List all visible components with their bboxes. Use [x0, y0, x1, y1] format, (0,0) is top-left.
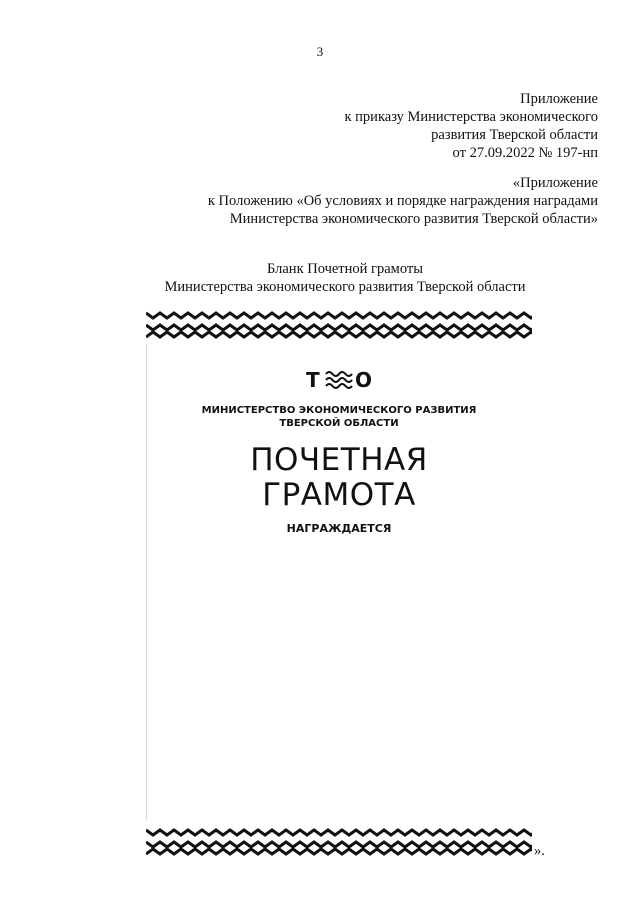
ministry-name-line: МИНИСТЕРСТВО ЭКОНОМИЧЕСКОГО РАЗВИТИЯ	[201, 405, 477, 416]
ministry-name-line: ТВЕРСКОЙ ОБЛАСТИ	[279, 418, 399, 429]
appendix-order-line: Приложение	[520, 91, 598, 107]
blank-title-line: Министерства экономического развития Тверской области	[164, 279, 526, 295]
certificate-title-line: ГРАМОТА	[262, 477, 416, 513]
closing-quote-mark: ».	[534, 843, 545, 859]
blank-title-line: Бланк Почетной грамоты	[267, 261, 423, 277]
certificate-title	[146, 443, 532, 513]
logo-letter-t: Т	[306, 368, 320, 392]
logo-letter-o: О	[354, 368, 372, 392]
appendix-regulation-line: «Приложение	[512, 175, 598, 191]
zigzag-border-top	[146, 307, 532, 343]
appendix-order-line: к приказу Министерства экономического	[344, 109, 598, 125]
appendix-regulation-line: к Положению «Об условиях и порядке награждения наградами	[207, 193, 598, 209]
ministry-logo	[306, 367, 372, 393]
certificate-title-line: ПОЧЕТНАЯ	[250, 442, 428, 478]
appendix-regulation-block	[208, 174, 598, 228]
zigzag-border-bottom	[146, 824, 532, 860]
ministry-name	[146, 404, 532, 430]
blank-title	[0, 260, 640, 296]
appendix-regulation-line: Министерства экономического развития Тверской области»	[229, 211, 598, 227]
awarded-label: НАГРАЖДАЕТСЯ	[286, 522, 392, 535]
appendix-order-line: развития Тверской области	[431, 127, 598, 143]
page-number: 3	[316, 44, 324, 59]
appendix-order-block	[345, 90, 599, 162]
appendix-order-line: от 27.09.2022 № 197-нп	[452, 145, 598, 161]
waves-icon	[325, 369, 353, 391]
